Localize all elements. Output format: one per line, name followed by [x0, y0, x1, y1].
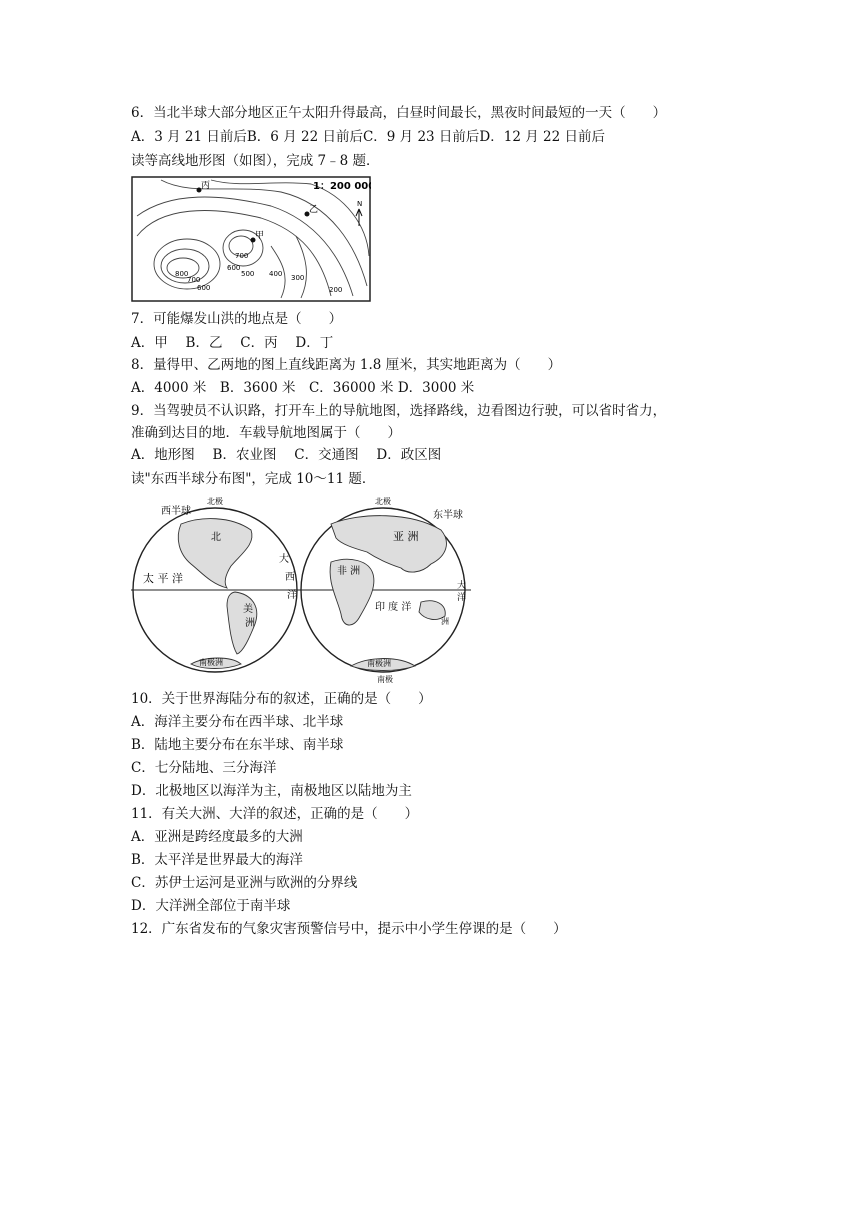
q10-option-c: C．七分陆地、三分海洋 [131, 760, 277, 776]
q10-option-d: D．北极地区以海洋为主，南极地区以陆地为主 [131, 783, 412, 799]
contour-label: 200 [329, 286, 343, 294]
map-label: 洲 [441, 617, 449, 626]
intro-hemisphere: 读"东西半球分布图"，完成 10～11 题． [131, 471, 376, 487]
q10-option-a: A．海洋主要分布在西半球、北半球 [131, 714, 344, 730]
contour-label: 400 [269, 270, 283, 278]
north-pole-label: 北极 [375, 497, 391, 506]
q11-option-b: B．太平洋是世界最大的海洋 [131, 852, 303, 868]
map-label: 非 洲 [337, 566, 361, 577]
q11-option-d: D．大洋洲全部位于南半球 [131, 898, 291, 914]
map-label: 北 [211, 532, 221, 543]
map-label: 洋 [457, 593, 467, 603]
q7-stem: 7．可能爆发山洪的地点是（ ） [131, 311, 343, 327]
place-jia: 甲 [255, 231, 265, 241]
q6-options: A．3 月 21 日前后B．6 月 22 日前后C．9 月 23 日前后D．12 月 22 日前后 [131, 129, 605, 145]
q12-stem: 12．广东省发布的气象灾害预警信号中，提示中小学生停课的是（ ） [131, 921, 567, 937]
east-hemisphere-title: 东半球 [433, 510, 463, 521]
q11-option-c: C．苏伊士运河是亚洲与欧洲的分界线 [131, 875, 358, 891]
q10-stem: 10．关于世界海陆分布的叙述，正确的是（ ） [131, 691, 432, 707]
q8-options: A．4000 米 B．3600 米 C．36000 米 D．3000 米 [131, 380, 475, 396]
map-label: 亚 洲 [393, 530, 419, 543]
q8-stem: 8．量得甲、乙两地的图上直线距离为 1.8 厘米，其实地距离为（ ） [131, 357, 562, 373]
north-label: N [357, 200, 363, 208]
map-label: 洋 [287, 590, 297, 601]
q11-option-a: A．亚洲是跨经度最多的大洲 [131, 829, 303, 845]
contour-label: 600 [227, 264, 241, 272]
contour-label: 800 [175, 270, 189, 278]
map-label: 大 [279, 554, 289, 565]
north-pole-label: 北极 [207, 497, 223, 506]
q9-options: A．地形图 B．农业图 C．交通图 D．政区图 [131, 447, 442, 463]
contour-map [131, 176, 371, 302]
place-bing: 丙 [201, 181, 211, 191]
contour-label: 700 [187, 276, 201, 284]
q9-stem-line1: 9．当驾驶员不认识路，打开车上的导航地图，选择路线，边看图边行驶，可以省时省力， [131, 403, 667, 419]
south-pole-label: 南极 [377, 675, 393, 684]
map-label: 洲 [245, 618, 255, 629]
hemisphere-map [131, 494, 471, 684]
contour-label: 600 [197, 284, 211, 292]
q10-option-b: B．陆地主要分布在东半球、南半球 [131, 737, 344, 753]
map-label: 南极洲 [199, 658, 223, 667]
map-label: 印 度 洋 [375, 602, 412, 613]
map-label: 大 [457, 581, 467, 591]
contour-label: 300 [291, 274, 305, 282]
map-scale: 1：200 000 [313, 181, 371, 192]
west-hemisphere-title: 西半球 [161, 506, 191, 517]
map-label: 南极洲 [367, 659, 391, 668]
place-yi: 乙 [309, 205, 319, 215]
map-label: 美 [243, 604, 253, 615]
q11-stem: 11．有关大洲、大洋的叙述，正确的是（ ） [131, 806, 419, 822]
contour-label: 700 [235, 252, 249, 260]
contour-label: 500 [241, 270, 255, 278]
map-label: 太 平 洋 [143, 572, 183, 585]
map-label: 西 [285, 572, 295, 583]
q6-stem: 6．当北半球大部分地区正午太阳升得最高，白昼时间最长，黑夜时间最短的一天（ ） [131, 105, 667, 121]
intro-contour: 读等高线地形图（如图），完成 7﹣8 题． [131, 153, 380, 169]
q7-options: A．甲 B．乙 C．丙 D．丁 [131, 335, 334, 351]
q9-stem-line2: 准确到达目的地．车载导航地图属于（ ） [131, 425, 401, 441]
